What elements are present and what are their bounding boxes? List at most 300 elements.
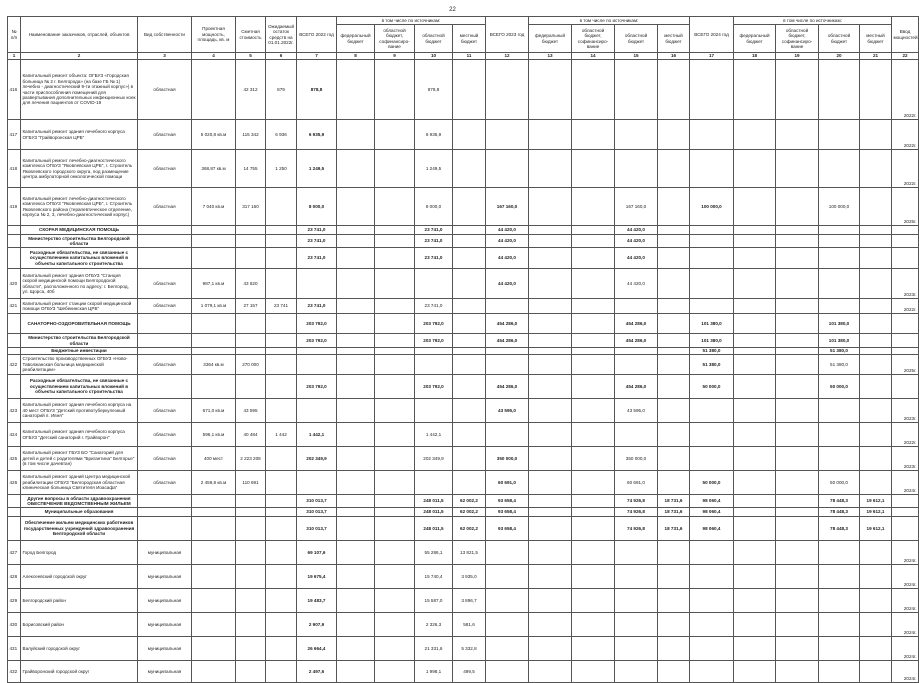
row-commissioning: 2022г. [892,120,919,150]
row-commissioning: 2023г. [892,269,919,299]
table-cell [192,248,236,269]
column-index-cell: 7 [297,53,337,60]
row-owner [138,375,192,399]
table-cell [819,447,860,471]
table-cell [529,248,572,269]
header-sources-2023: в том числе по источникам: [529,17,690,25]
table-cell [658,661,690,683]
row-owner [138,248,192,269]
table-cell [572,120,615,150]
row-owner: областная [138,423,192,447]
table-cell [529,348,572,355]
table-cell: 19 612,1 [860,508,892,517]
row-name: Борисовский район [21,613,138,637]
row-total: 23 741,0 [297,299,337,314]
row-name: Капитальный ремонт ГБУЗ БО "Санаторий для детей и детей с родителями "Бригантина" Белгорье" (в том числе дачевтан) [21,447,138,471]
table-cell [860,248,892,269]
table-cell [819,248,860,269]
row-total: 93 658,4 [486,508,529,517]
table-cell [337,399,375,423]
row-name: Город Белгород [21,541,138,565]
table-cell [572,517,615,541]
table-cell [860,471,892,495]
table-cell [529,508,572,517]
table-cell [236,508,266,517]
row-number [8,375,21,399]
row-owner [138,334,192,348]
table-cell [860,637,892,661]
table-cell: 19 612,1 [860,517,892,541]
table-cell: 23 741,0 [415,235,453,248]
row-commissioning: 2022г. [892,150,919,188]
table-cell: 44 420,0 [615,269,658,299]
table-cell [337,613,375,637]
table-cell [337,423,375,447]
row-number: 420 [8,269,21,299]
table-cell [529,188,572,226]
table-cell [776,120,819,150]
table-cell [266,589,297,613]
table-cell [615,565,658,589]
table-cell: 167 160,0 [615,188,658,226]
row-total: 19 483,7 [297,589,337,613]
table-cell [572,355,615,375]
table-cell: 44 420,0 [615,248,658,269]
table-cell [375,661,415,683]
table-cell: 19 612,1 [860,495,892,508]
row-number: 431 [8,637,21,661]
row-name: Капитальный ремонт здания ОГБУЗ "Станция скорой медицинской помощи Белгородской области", расположенного по адресу: г. Белгород, ул. Щорса, 40б [21,269,138,299]
table-cell: 55 286,1 [415,541,453,565]
row-total: 2 497,6 [297,661,337,683]
row-total: 350 000,0 [486,447,529,471]
row-owner [138,226,192,235]
table-cell [615,661,658,683]
table-cell [776,589,819,613]
row-commissioning: 2024г. [892,471,919,495]
table-cell [734,541,776,565]
table-cell [266,471,297,495]
column-index-cell: 19 [776,53,819,60]
table-cell [734,517,776,541]
table-cell [453,299,486,314]
row-name: Строительство производственных ОГБУЗ «Ново-Таволжанская больница медицинской реабилитации» [21,355,138,375]
header-commissioning: Ввод мощностей [892,17,919,53]
table-row [8,60,919,120]
table-cell [266,399,297,423]
table-cell [375,334,415,348]
table-cell [453,314,486,334]
table-cell: 596,1 кв.м [192,423,236,447]
table-cell [572,589,615,613]
table-cell [572,423,615,447]
table-cell [615,60,658,120]
row-total: 60 691,0 [486,471,529,495]
row-total: 878,8 [297,60,337,120]
table-cell: 43 595 [236,399,266,423]
table-cell [860,314,892,334]
row-number: 422 [8,355,21,375]
table-cell [453,226,486,235]
table-cell [529,447,572,471]
table-cell: 987,1 кв.м [192,269,236,299]
row-number [8,508,21,517]
row-total: 50 000,0 [690,471,734,495]
row-commissioning [892,375,919,399]
table-cell: 101 380,0 [819,314,860,334]
table-row [8,399,919,423]
row-commissioning: 2022г. [892,423,919,447]
table-cell [529,589,572,613]
table-cell: 101 380,0 [819,334,860,348]
row-owner: муниципальная [138,661,192,683]
header-local: местный бюджет [658,25,690,53]
table-cell: 368,87 кв.м [192,150,236,188]
row-name: Муниципальные образования [21,508,138,517]
section-row [8,235,919,248]
table-cell [266,447,297,471]
table-cell: 6 935,9 [415,120,453,150]
table-cell [337,471,375,495]
table-cell: 248 011,5 [415,508,453,517]
row-total: 454 286,0 [486,314,529,334]
table-cell [415,355,453,375]
row-commissioning [892,314,919,334]
table-cell [658,541,690,565]
table-row [8,423,919,447]
table-cell [572,508,615,517]
table-cell [776,299,819,314]
row-owner [138,517,192,541]
column-index-cell: 3 [138,53,192,60]
row-total: 101 380,0 [690,334,734,348]
table-cell [776,375,819,399]
table-cell [266,495,297,508]
table-cell [819,613,860,637]
table-cell [776,508,819,517]
table-cell [734,248,776,269]
table-cell [615,355,658,375]
table-cell [375,348,415,355]
table-cell [453,355,486,375]
table-cell [572,661,615,683]
table-cell [572,235,615,248]
table-cell [529,299,572,314]
table-cell: 62 002,2 [453,517,486,541]
row-owner: областная [138,60,192,120]
table-cell [819,565,860,589]
row-owner: областная [138,150,192,188]
table-cell [375,517,415,541]
row-total [486,299,529,314]
table-cell: 7 040 кв.м [192,188,236,226]
row-commissioning: 2024г. [892,565,919,589]
row-total [486,348,529,355]
table-cell [776,447,819,471]
table-cell [658,269,690,299]
table-cell [572,613,615,637]
table-cell: 248 011,5 [415,495,453,508]
table-cell [860,269,892,299]
table-row [8,589,919,613]
row-commissioning: 2023г. [892,399,919,423]
table-cell [860,589,892,613]
table-cell [776,541,819,565]
table-cell: 50 000,0 [819,471,860,495]
row-name: Капитальный ремонт здания лечебного корпуса ОГБУЗ "Детский санаторий г. Грайворон" [21,423,138,447]
table-cell: 23 741,0 [415,226,453,235]
table-cell [734,355,776,375]
row-total [486,120,529,150]
row-name: Капитальный ремонт зданий Центра медицинской реабилитации ОГБУЗ "Белгородская областная клиническая больница Святителя Иоасафа" [21,471,138,495]
table-cell [819,150,860,188]
table-cell [337,299,375,314]
table-cell [572,248,615,269]
table-cell [266,541,297,565]
row-total: 203 792,0 [297,314,337,334]
table-cell [375,637,415,661]
row-total: 101 380,0 [690,314,734,334]
row-name: Грайворонский городской округ [21,661,138,683]
row-name: Капитальный ремонт станции скорой медицинской помощи ОГБУЗ "Шебекинская ЦРБ" [21,299,138,314]
table-cell [529,637,572,661]
row-name: Расходные обязательства, не связанные с осуществлением капитальных вложений в объекты капитального строительства [21,248,138,269]
table-cell [615,348,658,355]
row-total: 98 060,4 [690,508,734,517]
table-cell [453,188,486,226]
table-cell [337,269,375,299]
table-cell [860,661,892,683]
table-cell [572,471,615,495]
table-cell [337,188,375,226]
table-cell [337,226,375,235]
row-total: 44 420,0 [486,248,529,269]
table-cell [337,248,375,269]
row-total: 44 420,0 [486,269,529,299]
table-cell [337,589,375,613]
table-cell [192,375,236,399]
table-cell: 878,8 [415,60,453,120]
table-cell [658,423,690,447]
header-reg-cofin: областной бюджет, софинансиро-вание [375,25,415,53]
row-total: 310 013,7 [297,517,337,541]
page-number: 22 [449,7,456,13]
table-cell [453,375,486,399]
table-cell: 51 380,0 [819,348,860,355]
row-total [486,541,529,565]
row-total [690,226,734,235]
row-total [690,120,734,150]
table-row [8,565,919,589]
row-total: 310 013,7 [297,508,337,517]
table-cell [734,423,776,447]
table-cell [572,299,615,314]
table-cell: 8 000,0 [415,188,453,226]
row-commissioning [892,517,919,541]
table-cell: 23 741,0 [415,248,453,269]
table-cell [658,375,690,399]
table-cell [192,613,236,637]
table-cell [776,348,819,355]
table-cell: 317 160 [236,188,266,226]
table-cell [192,661,236,683]
row-total [690,447,734,471]
table-cell [236,565,266,589]
table-cell [236,348,266,355]
column-index-cell: 1 [8,53,21,60]
table-cell [236,613,266,637]
table-cell: 1 250 [266,150,297,188]
table-cell [734,471,776,495]
row-total [690,399,734,423]
header-no: № п/п [8,17,21,53]
table-cell [236,314,266,334]
table-cell [776,188,819,226]
row-total [297,348,337,355]
table-cell [734,613,776,637]
table-cell [658,235,690,248]
table-cell [266,334,297,348]
table-cell [860,226,892,235]
table-cell: 18 731,6 [658,517,690,541]
column-index-cell: 6 [266,53,297,60]
table-cell [860,565,892,589]
table-cell [572,447,615,471]
table-cell [776,355,819,375]
column-index-cell: 15 [615,53,658,60]
row-number: 418 [8,150,21,188]
row-owner [138,508,192,517]
table-body [8,60,919,683]
table-cell: 3364 кв.м [192,355,236,375]
row-commissioning: 2025г. [892,188,919,226]
header-local: местный бюджет [453,25,486,53]
row-total [486,589,529,613]
row-total: 167 160,0 [486,188,529,226]
table-cell [734,399,776,423]
table-cell [819,299,860,314]
row-total: 1 249,5 [297,150,337,188]
table-cell [819,235,860,248]
table-cell [860,423,892,447]
table-cell [572,399,615,423]
table-cell [734,508,776,517]
row-number [8,226,21,235]
column-index-cell: 17 [690,53,734,60]
table-cell: 454 286,0 [615,314,658,334]
table-cell [529,661,572,683]
table-cell [266,248,297,269]
table-cell [375,299,415,314]
table-cell [734,235,776,248]
table-cell [236,248,266,269]
table-cell: 454 286,0 [615,334,658,348]
section-row [8,508,919,517]
table-cell [529,226,572,235]
table-cell [572,495,615,508]
table-header [8,17,919,60]
column-index-cell: 2 [21,53,138,60]
row-number [8,495,21,508]
row-number: 425 [8,447,21,471]
table-cell [734,565,776,589]
row-total: 93 658,4 [486,517,529,541]
row-total: 23 741,0 [297,248,337,269]
table-cell [236,661,266,683]
row-total: 51 380,0 [690,355,734,375]
table-cell [375,235,415,248]
row-name: Обеспечение жильем медицинских работников государственных учреждений здравоохранения Белгородской области [21,517,138,541]
table-cell [529,120,572,150]
table-cell [453,348,486,355]
column-index-cell: 20 [819,53,860,60]
table-cell [266,355,297,375]
table-cell [375,423,415,447]
table-cell [734,637,776,661]
row-total: 43 595,0 [486,399,529,423]
table-cell: 400 мест [192,447,236,471]
table-cell [375,399,415,423]
table-cell [337,348,375,355]
row-owner: областная [138,355,192,375]
row-number: 432 [8,661,21,683]
row-commissioning: 2024г. [892,637,919,661]
table-cell [529,399,572,423]
table-cell [266,517,297,541]
table-cell [734,589,776,613]
table-cell [236,226,266,235]
table-cell: 2 326,3 [415,613,453,637]
table-cell [453,150,486,188]
table-row [8,269,919,299]
row-commissioning [892,235,919,248]
table-cell [375,565,415,589]
table-cell: 350 000,0 [615,447,658,471]
table-cell [860,334,892,348]
row-name: Капитальный ремонт здания лечебного корпуса ОГБУЗ "Грайворонская ЦРБ" [21,120,138,150]
row-total: 19 675,4 [297,565,337,589]
row-number [8,314,21,334]
table-cell [658,565,690,589]
table-cell [572,375,615,399]
table-cell [734,150,776,188]
table-cell [572,334,615,348]
table-cell [337,355,375,375]
row-name: Капитальный ремонт лечебно-диагностического комплекса ОГБУЗ "Яковлевская ЦРБ", г. Строитель Яковлевского района (терапевтическое отделение, корпуса № 2, 3, лечебно-диагностический корпус) [21,188,138,226]
header-regional: областной бюджет [615,25,658,53]
section-row [8,334,919,348]
column-index-cell: 22 [892,53,919,60]
table-cell: 6 936 [266,120,297,150]
table-cell [615,150,658,188]
table-cell [529,60,572,120]
table-cell [453,423,486,447]
table-cell [776,637,819,661]
table-cell [375,248,415,269]
budget-table [7,16,919,683]
row-owner [138,314,192,334]
table-cell: 3 896,7 [453,589,486,613]
table-cell: 270 000 [236,355,266,375]
table-cell [615,120,658,150]
table-cell: 1 249,5 [415,150,453,188]
table-cell [415,471,453,495]
table-cell [375,495,415,508]
table-cell: 202 349,9 [415,447,453,471]
table-cell [337,637,375,661]
table-cell [734,375,776,399]
table-cell [375,150,415,188]
